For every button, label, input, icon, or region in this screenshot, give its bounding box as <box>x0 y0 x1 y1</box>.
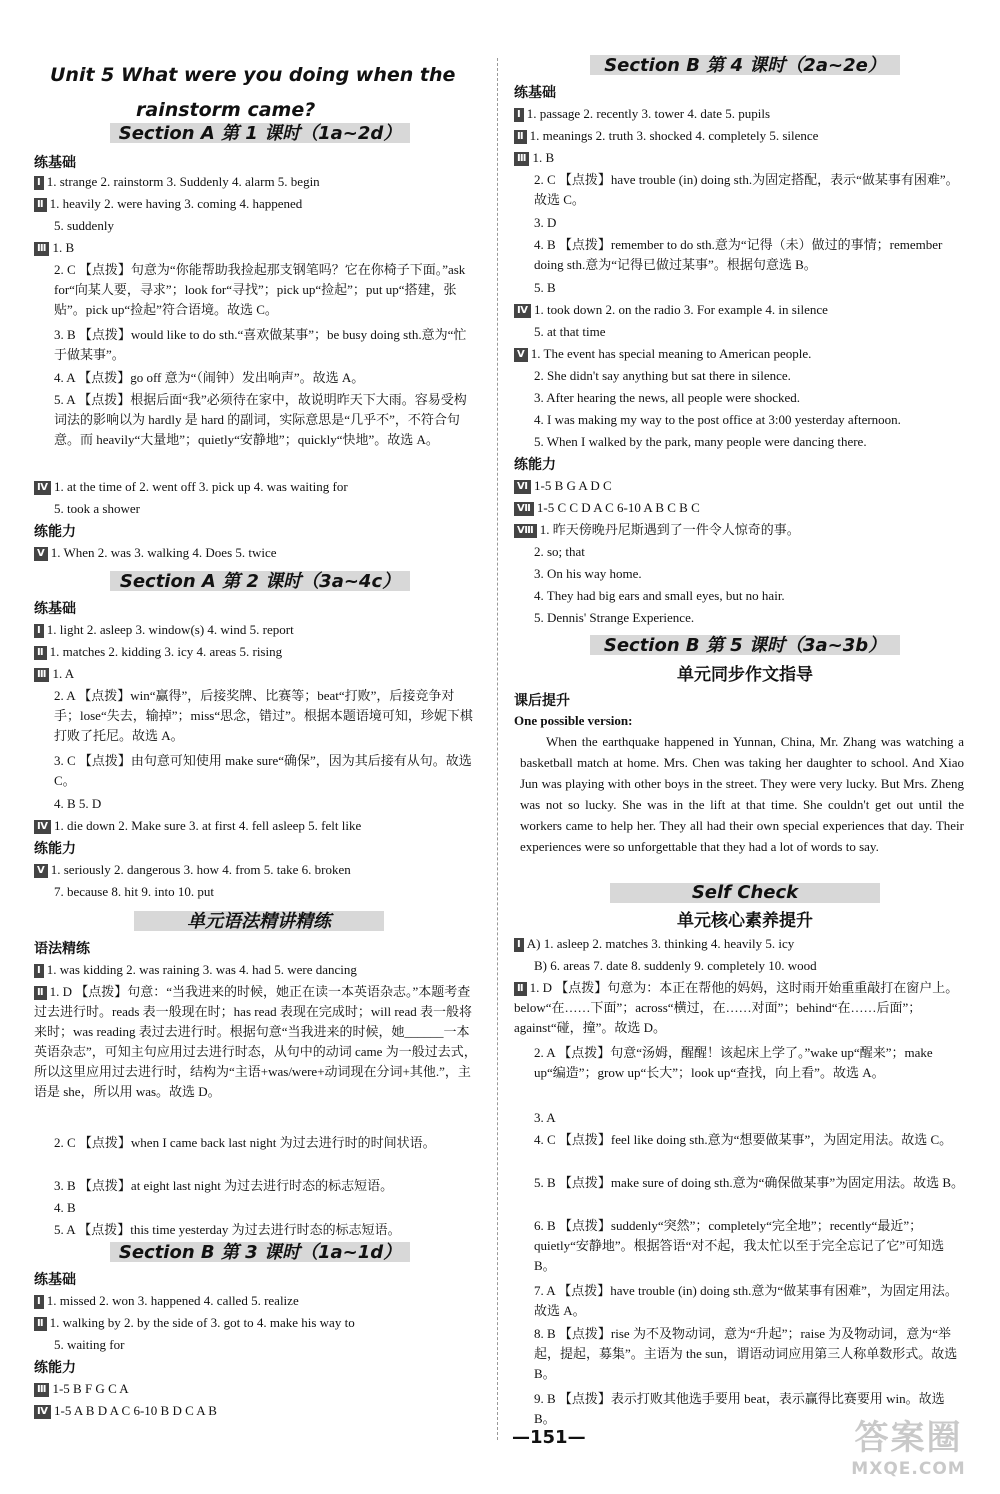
answer-line <box>54 390 478 450</box>
answer-text: 5. suddenly <box>54 218 114 233</box>
answer-text: 4. C 【点拨】feel like doing sth.意为“想要做某事”，为固定用法。故选 C。 <box>534 1132 953 1147</box>
answer-line <box>34 982 478 1102</box>
answer-text: 5. at that time <box>534 324 606 339</box>
answer-text: 4. B 【点拨】remember to do sth.意为“记得（未）做过的事情；remember doing sth.意为“记得已做过某事”。根据句意选 B。 <box>534 237 943 272</box>
answer-line <box>34 477 478 497</box>
answer-text: 2. so; that <box>534 544 585 559</box>
answer-line <box>34 664 478 684</box>
answer-line <box>514 978 966 1038</box>
answer-line <box>34 620 478 640</box>
answer-line <box>534 608 966 628</box>
answer-line <box>534 366 966 386</box>
answer-text: 3. D <box>534 215 557 230</box>
answer-text: 1. walking by 2. by the side of 3. got to 4. make his way to <box>49 1315 355 1330</box>
answer-line <box>534 956 966 976</box>
roman-numeral-badge: Ⅷ <box>514 524 537 538</box>
answer-text: 3. After hearing the news, all people were shocked. <box>534 390 801 405</box>
answer-text: 5. Dennis' Strange Experience. <box>534 610 695 625</box>
section-heading: Section A 第 1 课时（1a~2d） <box>110 118 410 146</box>
section-heading: Section B 第 3 课时（1a~1d） <box>110 1237 410 1265</box>
answer-text: 1. 昨天傍晚丹尼斯遇到了一件令人惊奇的事。 <box>539 522 800 537</box>
answer-text: 1. B <box>532 150 555 165</box>
answer-line <box>534 1281 966 1321</box>
section-heading: 单元语法精讲精练 <box>134 906 384 934</box>
answer-line <box>54 1133 478 1153</box>
answer-text: 4. They had big ears and small eyes, but no hair. <box>534 588 785 603</box>
roman-numeral-badge: Ⅰ <box>514 108 524 122</box>
answer-text: 1. light 2. asleep 3. window(s) 4. wind 5. report <box>46 622 294 637</box>
subheading: 练能力 <box>34 1360 76 1376</box>
answer-text: 3. B 【点拨】at eight last night 为过去进行时态的标志短语。 <box>54 1178 394 1193</box>
answer-line <box>534 1043 966 1083</box>
section-heading: Section A 第 2 课时（3a~4c） <box>110 566 410 594</box>
roman-numeral-badge: Ⅱ <box>34 986 47 1000</box>
section-subheading: 单元核心素养提升 <box>677 911 813 931</box>
answer-text: 1. was kidding 2. was raining 3. was 4. had 5. were dancing <box>46 962 357 977</box>
unit-title-line2: rainstorm came? <box>136 99 316 121</box>
subheading: 练能力 <box>514 457 556 473</box>
answer-line <box>534 278 966 298</box>
roman-numeral-badge: Ⅳ <box>34 820 51 834</box>
answer-line <box>54 794 478 814</box>
answer-line <box>54 1176 478 1196</box>
roman-numeral-badge: Ⅴ <box>34 864 48 878</box>
answer-text: 1. heavily 2. were having 3. coming 4. happened <box>49 196 303 211</box>
subheading: 练能力 <box>34 841 76 857</box>
answer-line <box>534 1173 966 1193</box>
subheading: 课后提升 <box>514 693 570 709</box>
watermark-logo: 答案圈 MXQE.COM <box>851 1418 966 1479</box>
answer-text: 1. strange 2. rainstorm 3. Suddenly 4. alarm 5. begin <box>46 174 320 189</box>
answer-line <box>34 1379 478 1399</box>
roman-numeral-badge: Ⅲ <box>34 242 49 256</box>
answer-line <box>34 1313 478 1333</box>
answer-line <box>534 586 966 606</box>
answer-text: 1. missed 2. won 3. happened 4. called 5. realize <box>46 1293 299 1308</box>
answer-line <box>534 388 966 408</box>
subheading: 练基础 <box>34 155 76 171</box>
answer-text: 1. The event has special meaning to American people. <box>530 346 812 361</box>
roman-numeral-badge: Ⅴ <box>514 348 528 362</box>
answer-line <box>54 751 478 791</box>
answer-text: 1. seriously 2. dangerous 3. how 4. from 5. take 6. broken <box>50 862 351 877</box>
answer-text: 2. A 【点拨】句意“汤姆，醒醒！该起床上学了。”wake up“醒来”；make up“编造”；grow up“长大”；look up“查找，向上看”。故选 A。 <box>534 1045 933 1080</box>
page-number: —151— <box>512 1427 586 1448</box>
answer-text: 3. C 【点拨】由句意可知使用 make sure“确保”，因为其后接有从句。故选 C。 <box>54 753 472 788</box>
answer-line <box>34 960 478 980</box>
answer-text: 5. A 【点拨】this time yesterday 为过去进行时态的标志短语。 <box>54 1222 401 1237</box>
answer-text: 2. C 【点拨】have trouble (in) doing sth.为固定搭配，表示“做某事有困难”。故选 C。 <box>534 172 959 207</box>
essay-text: When the earthquake happened in Yunnan, China, Mr. Zhang was watching a basketball match at home. Mrs. Chen was taking her daughter to school. And Xiao Jun was playing with other boys in the street. They were very lucky. But Mrs. Zheng was not so lucky. She was in the lift at that time. She couldn't get out until the workers came to help her. They all had their own special experiences that day. Their experiences were so unforgettable that they had a lot of words to say. <box>520 734 964 854</box>
answer-line <box>34 1401 478 1421</box>
section-heading: Self Check <box>610 878 880 906</box>
section-heading: Section B 第 4 课时（2a~2e） <box>590 50 900 78</box>
answer-text: 1. B <box>52 240 75 255</box>
roman-numeral-badge: Ⅲ <box>514 152 529 166</box>
answer-text: 2. She didn't say anything but sat there in silence. <box>534 368 791 383</box>
answer-line <box>514 520 966 540</box>
answer-text: 1-5 B G A D C <box>534 478 612 493</box>
answer-line <box>534 410 966 430</box>
answer-text: 3. On his way home. <box>534 566 642 581</box>
answer-text: 1. at the time of 2. went off 3. pick up 4. was waiting for <box>54 479 348 494</box>
answer-line <box>514 476 966 496</box>
answer-text: 8. B 【点拨】rise 为不及物动词，意为“升起”；raise 为及物动词，意为“举起，提起，募集”。主语为 the sun，谓语动词应用第三人称单数形式。故选 B。 <box>534 1326 958 1381</box>
answer-line <box>534 235 966 275</box>
answer-line <box>34 172 478 192</box>
answer-line <box>514 934 966 954</box>
answer-line <box>54 499 478 519</box>
answer-text: 4. B <box>54 1200 76 1215</box>
answer-line <box>54 216 478 236</box>
answer-line <box>534 1108 966 1128</box>
answer-line <box>54 1198 478 1218</box>
answer-line <box>54 368 478 388</box>
answer-line <box>34 543 478 563</box>
answer-text: 4. A 【点拨】go off 意为“（闹钟）发出响声”。故选 A。 <box>54 370 365 385</box>
roman-numeral-badge: Ⅱ <box>514 982 527 996</box>
answer-text: 5. waiting for <box>54 1337 125 1352</box>
roman-numeral-badge: Ⅱ <box>514 130 527 144</box>
subheading: 练基础 <box>34 601 76 617</box>
answer-text: 1. D 【点拨】句意为：本正在帮他的妈妈，这时雨开始重重敲打在窗户上。below“在……下面”；across“横过，在……对面”；behind“在……后面”；against“碰，撞”。故选 D。 <box>514 980 959 1035</box>
answer-line <box>34 816 478 836</box>
roman-numeral-badge: Ⅱ <box>34 646 47 660</box>
answer-text: 2. A 【点拨】win“赢得”，后接奖牌、比赛等；beat“打败”，后接竞争对手；lose“失去，输掉”；miss“思念，错过”。根据本题语境可知，珍妮下棋打败了托尼。故选 A。 <box>54 688 473 743</box>
subheading: 练基础 <box>514 85 556 101</box>
essay-label: One possible version: <box>514 713 633 728</box>
answer-line <box>534 542 966 562</box>
answer-line <box>34 1291 478 1311</box>
roman-numeral-badge: Ⅰ <box>34 1295 44 1309</box>
answer-line <box>514 126 966 146</box>
answer-line <box>534 1216 966 1276</box>
answer-line <box>54 260 478 320</box>
answer-text: 5. B <box>534 280 556 295</box>
roman-numeral-badge: Ⅴ <box>34 547 48 561</box>
answer-line <box>54 686 478 746</box>
section-heading: Section B 第 5 课时（3a~3b） <box>590 630 900 658</box>
answer-line <box>514 344 966 364</box>
answer-line <box>514 148 966 168</box>
answer-text: 3. A <box>534 1110 556 1125</box>
answer-text: 1. took down 2. on the radio 3. For example 4. in silence <box>534 302 828 317</box>
roman-numeral-badge: Ⅲ <box>34 1383 49 1397</box>
answer-text: 6. B 【点拨】suddenly“突然”；completely“完全地”；recently“最近”；quietly“安静地”。根据答语“对不起，我太忙以至于完全忘记了它”可知选 B。 <box>534 1218 945 1273</box>
answer-line <box>54 1335 478 1355</box>
answer-line <box>34 238 478 258</box>
roman-numeral-badge: Ⅰ <box>34 964 44 978</box>
subheading: 练能力 <box>34 524 76 540</box>
roman-numeral-badge: Ⅰ <box>34 624 44 638</box>
answer-text: 2. C 【点拨】句意为“你能帮助我捡起那支钢笔吗？它在你椅子下面。”ask for“向某人要，寻求”；look for“寻找”；pick up“捡起”；put up“搭建，张贴”。pick up“捡起”符合语境。故选 C。 <box>54 262 466 317</box>
answer-line <box>534 170 966 210</box>
answer-line <box>534 1324 966 1384</box>
answer-text: 5. B 【点拨】make sure of doing sth.意为“确保做某事”为固定用法。故选 B。 <box>534 1175 965 1190</box>
answer-text: A) 1. asleep 2. matches 3. thinking 4. heavily 5. icy <box>526 936 795 951</box>
answer-line <box>34 860 478 880</box>
answer-text: 1-5 A B D A C 6-10 B D C A B <box>54 1403 217 1418</box>
answer-text: 7. A 【点拨】have trouble (in) doing sth.意为“做某事有困难”，为固定用法。故选 A。 <box>534 1283 958 1318</box>
subheading: 语法精练 <box>34 941 90 957</box>
answer-line <box>34 642 478 662</box>
answer-line <box>54 882 478 902</box>
subheading: 练基础 <box>34 1272 76 1288</box>
roman-numeral-badge: Ⅰ <box>34 176 44 190</box>
answer-line <box>534 432 966 452</box>
answer-line <box>534 564 966 584</box>
answer-text: 5. took a shower <box>54 501 140 516</box>
answer-text: 5. When I walked by the park, many people were dancing there. <box>534 434 867 449</box>
answer-text: 1-5 C C D A C 6-10 A B C B C <box>536 500 700 515</box>
answer-text: 4. B 5. D <box>54 796 102 811</box>
answer-line <box>514 300 966 320</box>
answer-line <box>534 213 966 233</box>
answer-text: 1. matches 2. kidding 3. icy 4. areas 5. rising <box>49 644 283 659</box>
answer-line <box>514 104 966 124</box>
answer-line <box>34 194 478 214</box>
answer-text: 3. B 【点拨】would like to do sth.“喜欢做某事”；be busy doing sth.意为“忙于做某事”。 <box>54 327 467 362</box>
roman-numeral-badge: Ⅳ <box>34 1405 51 1419</box>
roman-numeral-badge: Ⅳ <box>34 481 51 495</box>
answer-text: 1. When 2. was 3. walking 4. Does 5. twice <box>50 545 277 560</box>
answer-text: 4. I was making my way to the post office at 3:00 yesterday afternoon. <box>534 412 901 427</box>
answer-line <box>534 322 966 342</box>
roman-numeral-badge: Ⅱ <box>34 1317 47 1331</box>
answer-text: 1. D 【点拨】句意：“当我进来的时候，她正在读一本英语杂志。”本题考查过去进行时。reads 表一般现在时；has read 表现在完成时；will read 表一般将来时；was reading 表过去进行时。根据句意“当我进来的时候，她______一本英语杂志”，可知主句应用过去进行时态，从句中的动词 came 为一般过去式，所以这里应用过去进行时，结构为“主语+was/were+动词现在分词+其他.”，主语是 she，所以用 was。故选 D。 <box>34 984 477 1099</box>
roman-numeral-badge: Ⅰ <box>514 938 524 952</box>
answer-text: 1. A <box>52 666 75 681</box>
roman-numeral-badge: Ⅱ <box>34 198 47 212</box>
answer-text: B) 6. areas 7. date 8. suddenly 9. completely 10. wood <box>534 958 817 973</box>
answer-text: 9. B 【点拨】表示打败其他选手要用 beat，表示赢得比赛要用 win。故选 B。 <box>534 1391 945 1426</box>
answer-text: 1. passage 2. recently 3. tower 4. date 5. pupils <box>526 106 771 121</box>
answer-text: 1. die down 2. Make sure 3. at first 4. fell asleep 5. felt like <box>54 818 362 833</box>
answer-line <box>534 1130 966 1150</box>
answer-text: 7. because 8. hit 9. into 10. put <box>54 884 214 899</box>
answer-text: 5. A 【点拨】根据后面“我”必须待在家中，故说明昨天下大雨。容易受构词法的影响以为 hardly 是 hard 的副词，实际意思是“几乎不”，不符合句意。而 heavily“大量地”；quietly“安静地”；quickly“快地”。故选 A。 <box>54 392 467 447</box>
roman-numeral-badge: Ⅶ <box>514 502 534 516</box>
column-divider <box>497 58 498 1440</box>
answer-text: 1-5 B F G C A <box>52 1381 129 1396</box>
roman-numeral-badge: Ⅵ <box>514 480 531 494</box>
answer-line <box>514 498 966 518</box>
roman-numeral-badge: Ⅲ <box>34 668 49 682</box>
answer-line <box>54 325 478 365</box>
answer-text: 2. C 【点拨】when I came back last night 为过去进行时的时间状语。 <box>54 1135 436 1150</box>
answer-text: 1. meanings 2. truth 3. shocked 4. completely 5. silence <box>529 128 819 143</box>
roman-numeral-badge: Ⅳ <box>514 304 531 318</box>
section-subheading: 单元同步作文指导 <box>677 665 813 685</box>
unit-title-line1: Unit 5 What were you doing when the <box>50 64 456 86</box>
